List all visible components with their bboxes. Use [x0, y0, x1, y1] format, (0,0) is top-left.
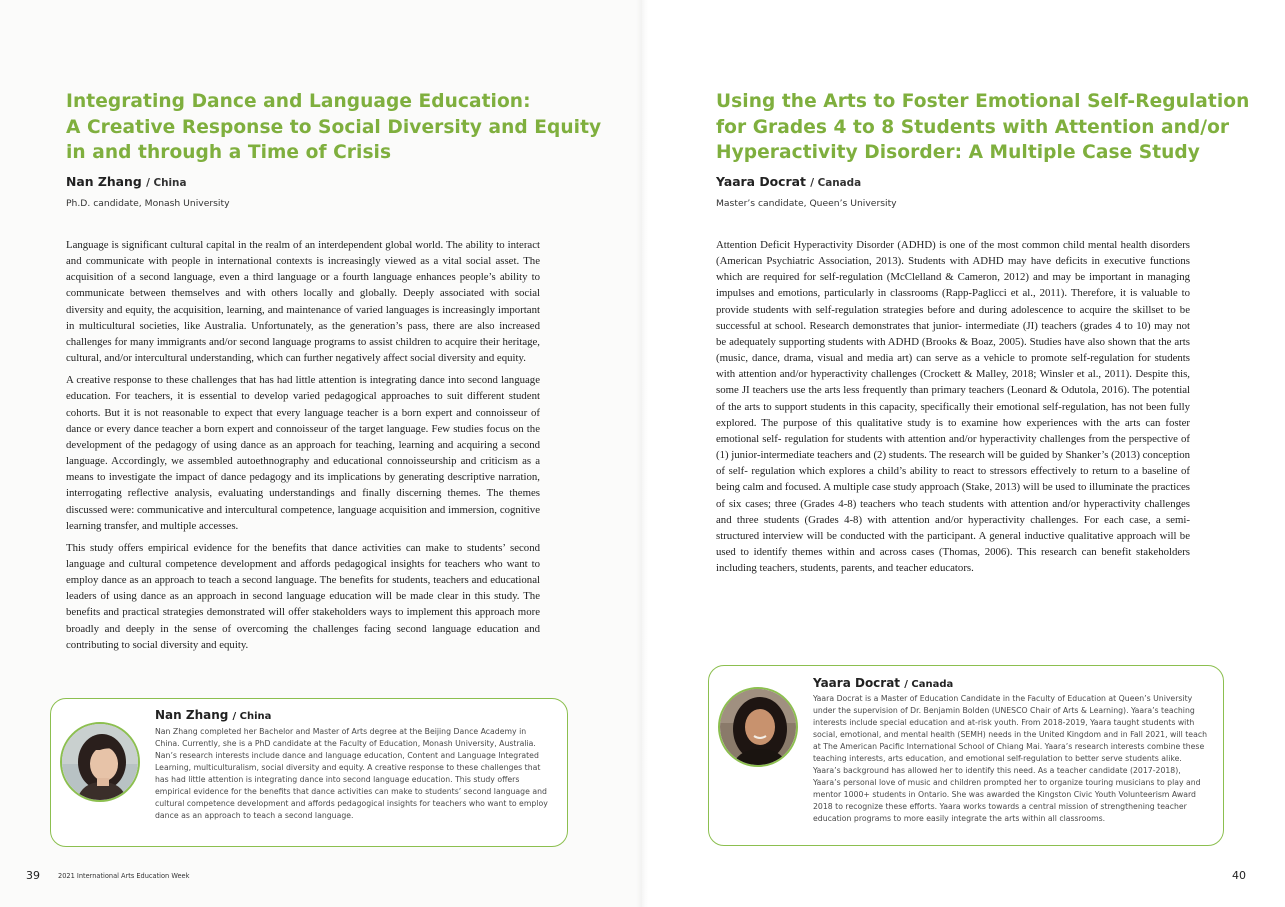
right-bio-name [813, 676, 953, 690]
right-bio-country: / Canada [904, 679, 954, 690]
right-author-country: / Canada [810, 177, 862, 189]
left-page [0, 0, 642, 907]
left-abstract-paragraph: This study offers empirical evidence for the benefits that dance activities can make to students’ second language and cultural competence development and affords pedagogical insights for teachers who want to employ dance as an approach to teach a second language. The benefits for students, teachers and educational leaders of using dance as an approach in second language education will be made clear in this study. The benefits and practical strategies demonstrated will offer stakeholders ways to implement this approach more broadly and deeply in the sense of overcoming the challenges facing second language education and contributing to social diversity and equity. [66, 541, 540, 651]
portrait-image-icon [62, 724, 140, 802]
right-bio-text: Yaara Docrat is a Master of Education Candidate in the Faculty of Education at Queen’s University under the supervision of Dr. Benjamin Bolden (UNESCO Chair of Arts & Learning). Yaara’s teaching interests include special education and at-risk youth. From 2018-2019, Yaara taught students with social, emotional, and mental health (SEMH) needs in the United Kingdom and in Fall 2021, will teach at The American Pacific International School of Chiang Mai. Yaara’s research interests combine these teaching interests, arts education, and emotional self-regulation to better serve students alike. Yaara’s background has allowed her to identify this need. As a teacher candidate (2017-2018), Yaara’s personal love of music and children prompted her to organize touring musicians to play and mentor 1000+ students in Ontario. She was awarded the Kingston Civic Youth Volunteerism Award 2018 to recognize these efforts. Yaara works towards a central mission of strengthening teacher education programs to more easily integrate the arts within all classrooms. [813, 694, 1207, 824]
left-author-bio-box [50, 698, 568, 847]
right-title-line: Using the Arts to Foster Emotional Self-Regulation [716, 91, 1250, 112]
left-author-portrait [60, 722, 140, 802]
left-abstract-paragraph: Language is significant cultural capital in the realm of an interdependent global world. The ability to interact and communicate with people in international contexts is increasingly viewed as a vital social asset. The acquisition of a second language, even a third language or a fourth language enhances people’s ability to communicate between themselves and with others locally and globally. Deeply associated with social diversity and equity, the acquisition, learning, and maintenance of varied languages is increasingly important in multicultural societies, like Australia. Unfortunately, as the generation’s pass, there are also increased challenges for many immigrants and/or second language programs to assist children to acquire their heritage, cultural, and/or intercultural understanding, which can further negatively affect social diversity and equity. [66, 239, 540, 365]
left-article-title [66, 89, 626, 166]
left-author [66, 174, 186, 189]
footer-publication-title: 2021 International Arts Education Week [58, 872, 190, 880]
left-author-country: / China [146, 177, 187, 189]
right-bio-name-text: Yaara Docrat [813, 676, 901, 690]
left-bio-name-text: Nan Zhang [155, 708, 229, 722]
left-abstract-paragraph: A creative response to these challenges that has had little attention is integrating dance into second language education. For teachers, it is essential to develop varied pedagogical approaches to suit different student cohorts. But it is not reasonable to expect that every language teacher is a born expert and connoisseur of dance or every dance teacher a born expert and connoisseur of the target language. Few studies focus on the development of the pedagogy of using dance as an approach for teaching, learning and acquiring a second language. Accordingly, we assembled autoethnography and educational connoisseurship and criticism as a means to investigate the impact of dance pedagogy and its implications by generating descriptive narration, interrogating reflective analysis, evaluating understandings and finally discerning themes. The themes discussed were: communicative and intercultural competence, language acquisition and immersion, cognitive learning transfer, and multiple accesses. [66, 374, 540, 532]
right-author-portrait [718, 687, 798, 767]
right-abstract [716, 237, 1190, 582]
left-bio-name [155, 708, 271, 722]
right-author-name: Yaara Docrat [716, 174, 806, 189]
right-title-line: Hyperactivity Disorder: A Multiple Case Study [716, 142, 1200, 163]
right-page-number: 40 [1232, 869, 1246, 882]
left-author-name: Nan Zhang [66, 174, 142, 189]
book-gutter-shadow [636, 0, 648, 907]
left-title-line: Integrating Dance and Language Education: [66, 91, 531, 112]
left-page-number: 39 [26, 869, 40, 882]
left-affiliation: Ph.D. candidate, Monash University [66, 198, 230, 209]
right-article-title [716, 89, 1276, 166]
right-author-bio-box [708, 665, 1224, 846]
left-title-line: A Creative Response to Social Diversity and Equity [66, 116, 602, 138]
left-bio-text: Nan Zhang completed her Bachelor and Master of Arts degree at the Beijing Dance Academy in China. Currently, she is a PhD candidate at the Faculty of Education, Monash University, Australia. Nan’s research interests include dance and language education, Content and Language Integrated Learning, multiculturalism, social diversity and equity. A creative response to these challenges that has had little attention is integrating dance into second language education. This study offers empirical evidence for the benefits that dance activities can make to students’ second language and cultural competence development and affords pedagogical insights for teachers who want to employ dance as an approach to teach a second language. [155, 727, 548, 821]
right-affiliation: Master’s candidate, Queen’s University [716, 198, 897, 209]
left-title-line: in and through a Time of Crisis [66, 142, 392, 163]
right-abstract-paragraph: Attention Deficit Hyperactivity Disorder (ADHD) is one of the most common child mental health disorders (American Psychiatric Association, 2013). Students with ADHD may have deficits in executive functions which are required for self-regulation (McClelland & Cameron, 2012) and may be important in managing impulses and emotions, particularly in classrooms (Rapp-Paglicci et al., 2011). Therefore, it is valuable to provide students with self-regulation strategies before and during adolescence to acquire the skillset to be successful at school. Research demonstrates that junior- intermediate (JI) teachers (grades 4 to 10) may not be adequately supporting students with ADHD (Brooks & Boaz, 2005). Studies have also shown that the arts (music, dance, drama, visual and media art) can serve as a vehicle to promote self-regulation for students with attention and/or hyperactivity challenges (Crockett & Malley, 2018; Winsler et al., 2011). Despite this, some JI teachers use the arts less frequently than primary teachers (Leonard & Odutola, 2016). The potential of the arts to support students in this capacity, specifically their emotional self-regulation, has not been fully explored. The purpose of this qualitative study is to examine how experiences with the arts can foster emotional self- regulation for students with attention and/or hyperactivity challenges from the perspective of (1) junior-intermediate teachers and (2) students. The research will be guided by Shanker’s (2013) conception of self- regulation which explores a child’s ability to react to stressors effectively to return to a baseline of being calm and focused. A multiple case study approach (Stake, 2013) will be used to illuminate the practices of six cases; three (Grades 4-8) teachers who teach students with attention and/or hyperactivity challenges and three students (Grades 4-8) with attention and/or hyperactivity challenges. For each case, a semi-structured interview will be conducted with the participant. A general inductive qualitative approach will be used to identify themes within and across cases (Thomas, 2006). This research can benefit stakeholders including teachers, students, parents, and teacher educators. [716, 239, 1190, 575]
left-abstract [66, 237, 540, 659]
right-author [716, 174, 861, 189]
right-title-line: for Grades 4 to 8 Students with Attention and/or [716, 116, 1230, 138]
right-page [642, 0, 1285, 907]
left-bio-country: / China [232, 711, 272, 722]
portrait-image-icon [720, 689, 798, 767]
